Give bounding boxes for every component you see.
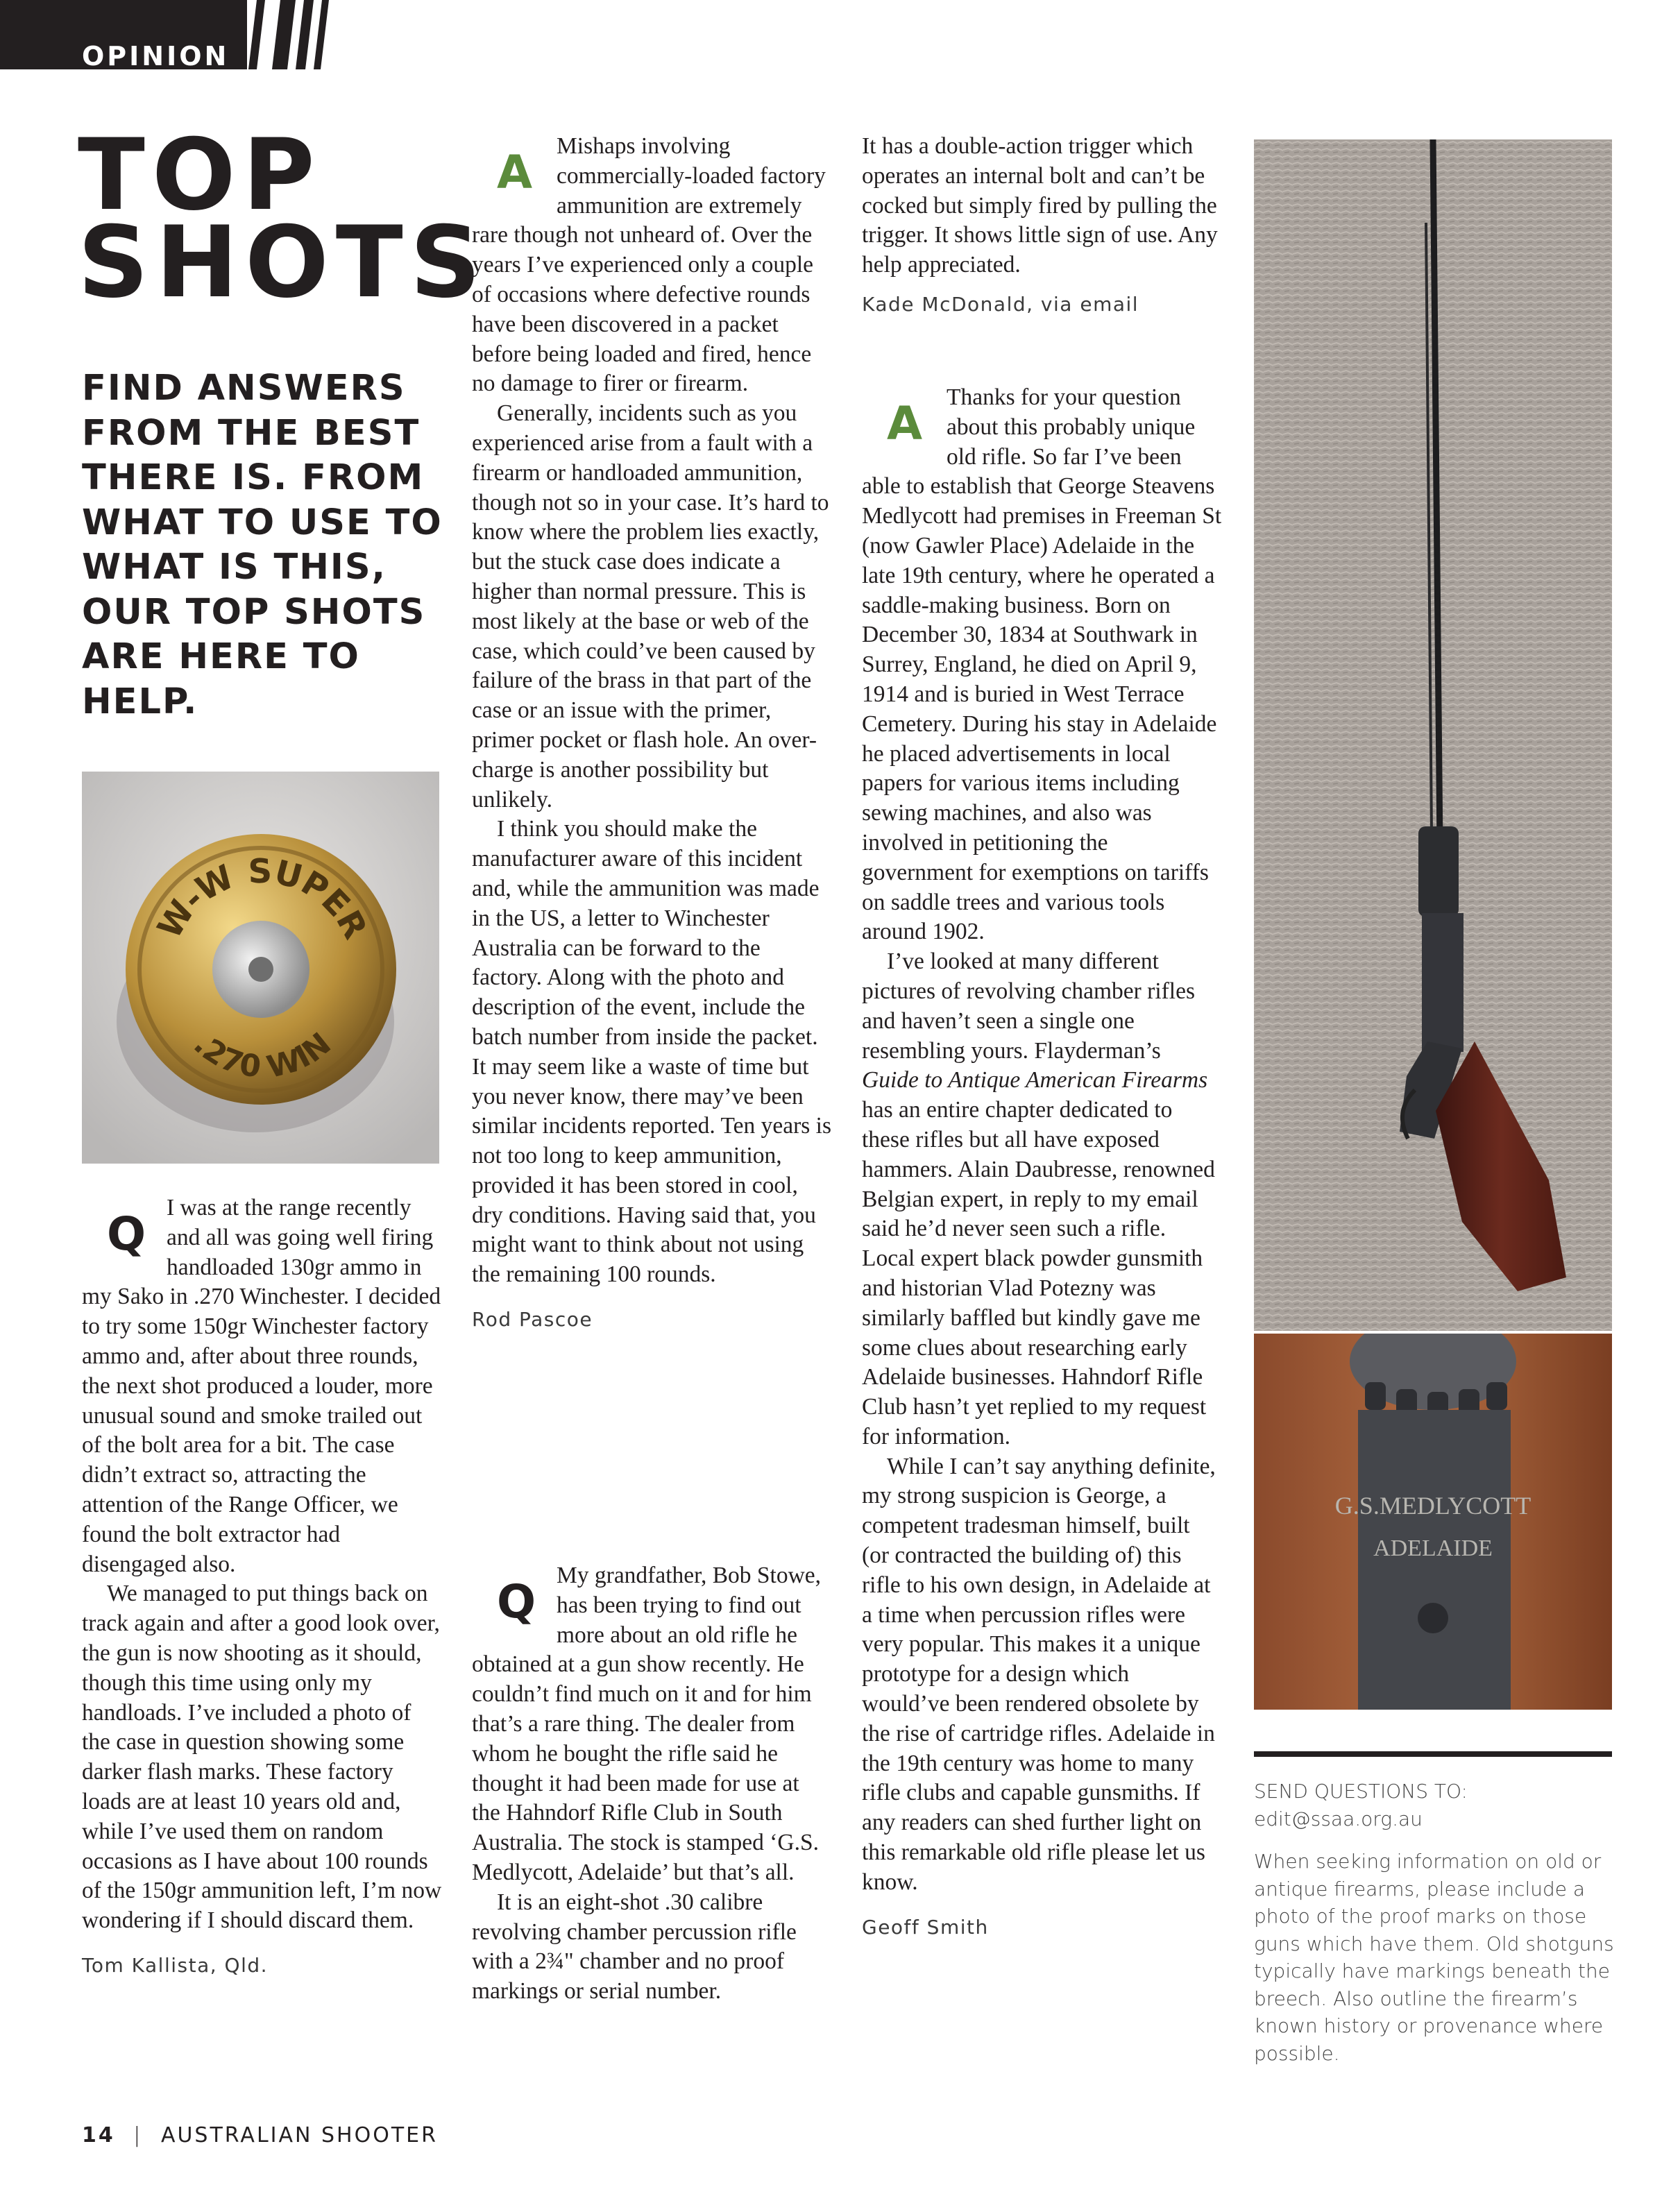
paragraph: We managed to put things back on track again and after a good look over, the gun is now shooting as it should, though this time using only my handloads. I’ve included a photo of the case in question showing some darker flash marks. These factory loads are at least 10 years old and, while I’ve used them on random occasions as I have about 100 rounds of the 150gr ammunition left, I’m now wondering if I should discard them.: [82, 1581, 442, 1934]
answer-marker: A: [497, 146, 533, 199]
footer-separator: |: [133, 2123, 143, 2147]
book-title: Guide to Antique American Firearms: [862, 1067, 1208, 1094]
title-line-2: SHOTS: [78, 205, 488, 320]
signature: Rod Pascoe: [472, 1308, 593, 1332]
sidebar-rule: [1254, 1751, 1612, 1757]
text: has an entire chapter dedicated to these rifles but all have exposed hammers. Alain Daubresse, renowned Belgian expert, in reply to my email said he’d never seen such a rifle. Local expert black powder gunsmith and historian Vlad Potezny was similarly baffled but kindly gave me some clues about researching early Adelaide businesses. Hahndorf Rifle Club hasn’t yet replied to my request for information.: [862, 1097, 1215, 1449]
page-title: [78, 118, 488, 320]
paragraph: [862, 947, 1223, 1452]
answer-1: [472, 132, 833, 1335]
header-stripes: [236, 0, 347, 69]
paragraph: It has a double-action trigger which operates an internal bolt and can’t be cocked but simply fired by pulling the trigger. It shows little sign of use. Any help appreciated.: [862, 133, 1218, 278]
paragraph: It is an eight-shot .30 calibre revolving chamber percussion rifle with a 2¾" chamber and no proof markings or serial number.: [472, 1889, 797, 2005]
send-questions-box: [1254, 1778, 1615, 2067]
headstamp-top: W-W SUPER: [150, 851, 375, 946]
paragraph: I think you should make the manufacturer aware of this incident and, while the ammunition was made in the US, a letter to Winchester Australia can be forward to the factory. Along with the photo and description of the event, include the batch number from inside the packet. It may seem like a waste of time but you never know, there may’ve been similar incidents reported. Ten years is not too long to keep ammunition, provided it has been stored in cool, dry conditions. Having said that, you might want to think about not using the remaining 100 rounds.: [472, 816, 832, 1288]
contact-email-link[interactable]: edit@ssaa.org.au: [1254, 1807, 1423, 1830]
signature: Geoff Smith: [862, 1915, 989, 1939]
signature: Kade McDonald, via email: [862, 292, 1139, 316]
question-marker: Q: [107, 1207, 146, 1261]
deck-subheading: FIND ANSWERS FROM THE BEST THERE IS. FROM WHAT TO USE TO WHAT IS THIS, OUR TOP SHOTS ARE HERE TO HELP.: [82, 368, 443, 722]
paragraph: I was at the range recently and all was going well firing handloaded 130gr ammo in my Sako in .270 Winchester. I decided to try some 150gr Winchester factory ammo and, after about three rounds, the next shot produced a louder, more unusual sound and smoke trailed out of the bolt area for a bit. The case didn’t extract so, attracting the attention of the Range Officer, we found the bolt extractor had disengaged also.: [82, 1195, 441, 1577]
question-2: [472, 1561, 833, 2007]
page-footer: [82, 2123, 438, 2147]
signature: Tom Kallista, Qld.: [82, 1953, 269, 1977]
cartridge-photo: [82, 772, 439, 1164]
question-marker: Q: [497, 1575, 536, 1628]
sidebar-heading: SEND QUESTIONS TO:: [1254, 1780, 1468, 1803]
headstamp-bottom: .270 WIN: [187, 1026, 338, 1086]
paragraph: Generally, incidents such as you experienced arise from a fault with a firearm or handloaded ammunition, though not so in your case. It’s hard to know where the problem lies exactly, but the stuck case does indicate a higher than normal pressure. This is most likely at the base or web of the case, which could’ve been caused by failure of the brass in that part of the case or an issue with the primer, primer pocket or flash hole. An over-charge is another possibility but unlikely.: [472, 400, 829, 813]
sidebar-note: When seeking information on old or antique firearms, please include a photo of the proof marks on those guns which have them. Old shotguns typically have markings beneath the breech. Also outline the firearm’s known history or provenance where possible.: [1254, 1850, 1614, 2065]
rifle-photo: [1254, 139, 1612, 1331]
paragraph: Mishaps involving commercially-loaded factory ammunition are extremely rare though not unheard of. Over the years I’ve experienced only a couple of occasions where defective rounds have been discovered in a packet before being loaded and fired, hence no damage to firer or firearm.: [472, 133, 826, 397]
paragraph: While I can’t say anything definite, my strong suspicion is George, a competent tradesman himself, built (or contracted the building of) this rifle to his own design, in Adelaide at a time when percussion rifles were very popular. This makes it a unique prototype for a design which would’ve been rendered obsolete by the rise of cartridge rifles. Adelaide in the 19th century was home to many rifle clubs and capable gunsmiths. If any readers can shed further light on this remarkable old rifle please let us know.: [862, 1453, 1216, 1895]
question-1: [82, 1193, 443, 1981]
stamp-photo: [1254, 1334, 1612, 1710]
stamp-line-2: ADELAIDE: [1373, 1535, 1493, 1561]
answer-marker: A: [887, 397, 923, 450]
answer-2: [862, 383, 1223, 1942]
paragraph: My grandfather, Bob Stowe, has been trying to find out more about an old rifle he obtained at a gun show recently. He couldn’t find much on it and for him that’s a rare thing. The dealer from whom he bought the rifle said he thought it had been made for use at the Hahndorf Rifle Club in South Australia. The stock is stamped ‘G.S. Medlycott, Adelaide’ but that’s all.: [472, 1563, 822, 1885]
text: I’ve looked at many different pictures of revolving chamber rifles and haven’t seen a single one resembling yours. Flayderman’s: [862, 948, 1195, 1064]
title-line-1: TOP: [78, 118, 322, 232]
publication-name: AUSTRALIAN SHOOTER: [160, 2123, 438, 2147]
question-2-continued: [862, 132, 1223, 320]
section-label: OPINION: [82, 43, 230, 69]
paragraph: Thanks for your question about this probably unique old rifle. So far I’ve been able to establish that George Steavens Medlycott had premises in Freeman St (now Gawler Place) Adelaide in the late 19th century, where he operated a saddle-making business. Born on December 30, 1834 at Southwark in Surrey, England, he died on April 9, 1914 and is buried in West Terrace Cemetery. During his stay in Adelaide he placed advertisements in local papers for various items including sewing machines, and also was involved in petitioning the government for exemptions on tariffs on saddle trees and various tools around 1902.: [862, 384, 1222, 945]
page-number: 14: [82, 2123, 115, 2147]
stamp-line-1: G.S.MEDLYCOTT: [1334, 1492, 1531, 1520]
